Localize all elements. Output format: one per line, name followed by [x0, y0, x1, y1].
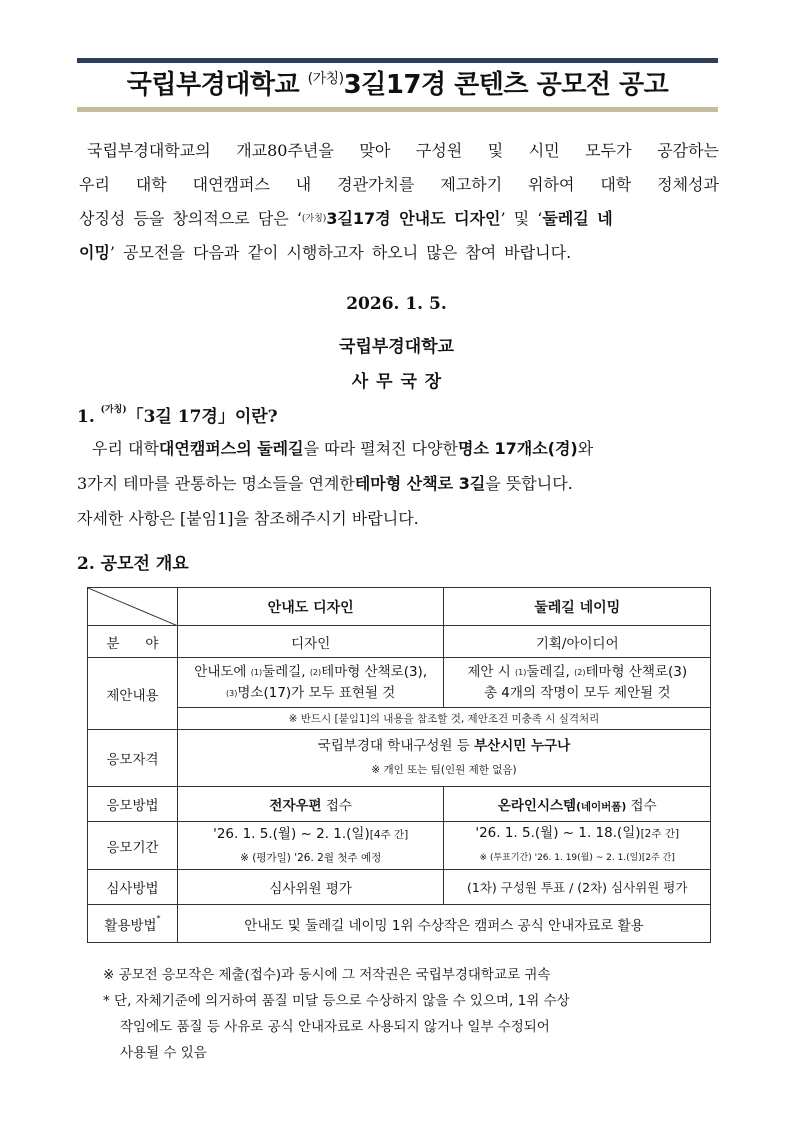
table-header-row	[88, 588, 711, 626]
row-label-field: 분 야	[88, 626, 178, 658]
issuer-title: 사 무 국 장	[351, 372, 442, 392]
row-label-eligibility: 응모자격	[88, 730, 178, 787]
intro-line-4: 이밍 ’ 공모전을 다음과 같이 시행하고자 하오니 많은 참여 바랍니다.	[79, 243, 572, 262]
proposal-map-design: 안내도에 $^{(1)}$둘레길, $^{(2)}$테마형 산책로(3), $^{(3)}$명소(17)가 모두 표현될 것	[177, 658, 444, 708]
period-trail-naming: '26. 1. 5.(월) ~ 1. 18.(일)[2주 간] ※ (투표기간) '26. 1. 19(월) ~ 2. 1.(일)[2주 간]	[444, 822, 711, 870]
footnote-copyright: ※ 공모전 응모작은 제출(접수)과 동시에 그 저작권은 국립부경대학교로 귀속	[103, 967, 551, 983]
title-top-rule	[77, 58, 718, 63]
table-row-method	[88, 787, 711, 822]
eligibility-value: 국립부경대 학내구성원 등 부산시민 누구나 ※ 개인 또는 팀(인원 제한 없음)	[177, 730, 710, 787]
field-map-design: 디자인	[177, 626, 444, 658]
proposal-note: ※ 반드시 [붙임1]의 내용을 참조할 것, 제안조건 미충족 시 실격처리	[177, 708, 710, 730]
table-row-proposal-note	[88, 708, 711, 730]
page-title: 국립부경대학교 $^{(가칭)}$3길17경 콘텐츠 공모전 공고	[126, 70, 669, 100]
section-1-line-1: 우리 대학 대연캠퍼스의 둘레길 을 따라 펼쳐진 다양한 명소 17개소(경) 와	[92, 439, 594, 458]
table-row-usage	[88, 905, 711, 943]
column-header-map-design: 안내도 디자인	[177, 588, 444, 626]
table-row-period	[88, 822, 711, 870]
intro-line-3: 상징성 등을 창의적으로 담은 ‘ (가칭) 3길17경 안내도 디자인 ’ 및 ‘ 둘레길 네	[79, 209, 613, 228]
method-trail-naming: 온라인시스템(네이버폼) 접수	[444, 787, 711, 822]
table-row-eligibility	[88, 730, 711, 787]
section-1-line-3: 자세한 사항은 [붙임1]을 참조해주시기 바랍니다.	[77, 509, 419, 528]
footnote-disclaimer-2: 작임에도 품질 등 사유로 공식 안내자료로 사용되지 않거나 일부 수정되어	[120, 1019, 550, 1035]
method-map-design: 전자우편 접수	[177, 787, 444, 822]
column-header-trail-naming: 둘레길 네이밍	[444, 588, 711, 626]
table-row-review	[88, 870, 711, 905]
review-trail-naming: (1차) 구성원 투표 / (2차) 심사위원 평가	[444, 870, 711, 905]
intro-line-2: 우리 대학 대연캠퍼스 내 경관가치를 제고하기 위하여 대학 정체성과	[79, 175, 719, 194]
section-2-heading: 2. 공모전 개요	[77, 554, 189, 574]
usage-value: 안내도 및 둘레길 네이밍 1위 수상작은 캠퍼스 공식 안내자료로 활용	[177, 905, 710, 943]
row-label-period: 응모기간	[88, 822, 178, 870]
footnote-disclaimer-3: 사용될 수 있음	[120, 1045, 207, 1061]
table-row-proposal	[88, 658, 711, 708]
table-row-field	[88, 626, 711, 658]
intro-paragraph	[79, 134, 719, 270]
announcement-date: 2026. 1. 5.	[346, 294, 447, 314]
row-label-review: 심사방법	[88, 870, 178, 905]
diagonal-line	[88, 588, 178, 626]
intro-line-1: 국립부경대학교의 개교80주년을 맞아 구성원 및 시민 모두가 공감하는	[87, 141, 719, 160]
period-map-design: '26. 1. 5.(월) ~ 2. 1.(일)[4주 간] ※ (평가일) '26. 2월 첫주 예정	[177, 822, 444, 870]
footnote-disclaimer-1: * 단, 자체기준에 의거하여 품질 미달 등으로 수상하지 않을 수 있으며, 1위 수상	[103, 993, 570, 1009]
diagonal-corner-cell	[88, 588, 178, 626]
row-label-method: 응모방법	[88, 787, 178, 822]
proposal-trail-naming: 제안 시 $^{(1)}$둘레길, $^{(2)}$테마형 산책로(3) 총 4개의 작명이 모두 제안될 것	[444, 658, 711, 708]
field-trail-naming: 기획/아이디어	[444, 626, 711, 658]
row-label-proposal: 제안내용	[88, 658, 178, 730]
overview-table	[87, 587, 711, 943]
organization-name: 국립부경대학교	[339, 337, 454, 357]
section-1-line-2: 3가지 테마를 관통하는 명소들을 연계한 테마형 산책로 3길 을 뜻합니다.	[77, 474, 573, 493]
section-1-heading: 1. $^{(가칭)}$「3길 17경」이란?	[77, 405, 278, 427]
row-label-usage: 활용방법*	[88, 905, 178, 943]
section-1-body	[77, 431, 718, 536]
footnotes	[103, 962, 723, 1066]
title-bottom-rule	[77, 107, 718, 112]
review-map-design: 심사위원 평가	[177, 870, 444, 905]
